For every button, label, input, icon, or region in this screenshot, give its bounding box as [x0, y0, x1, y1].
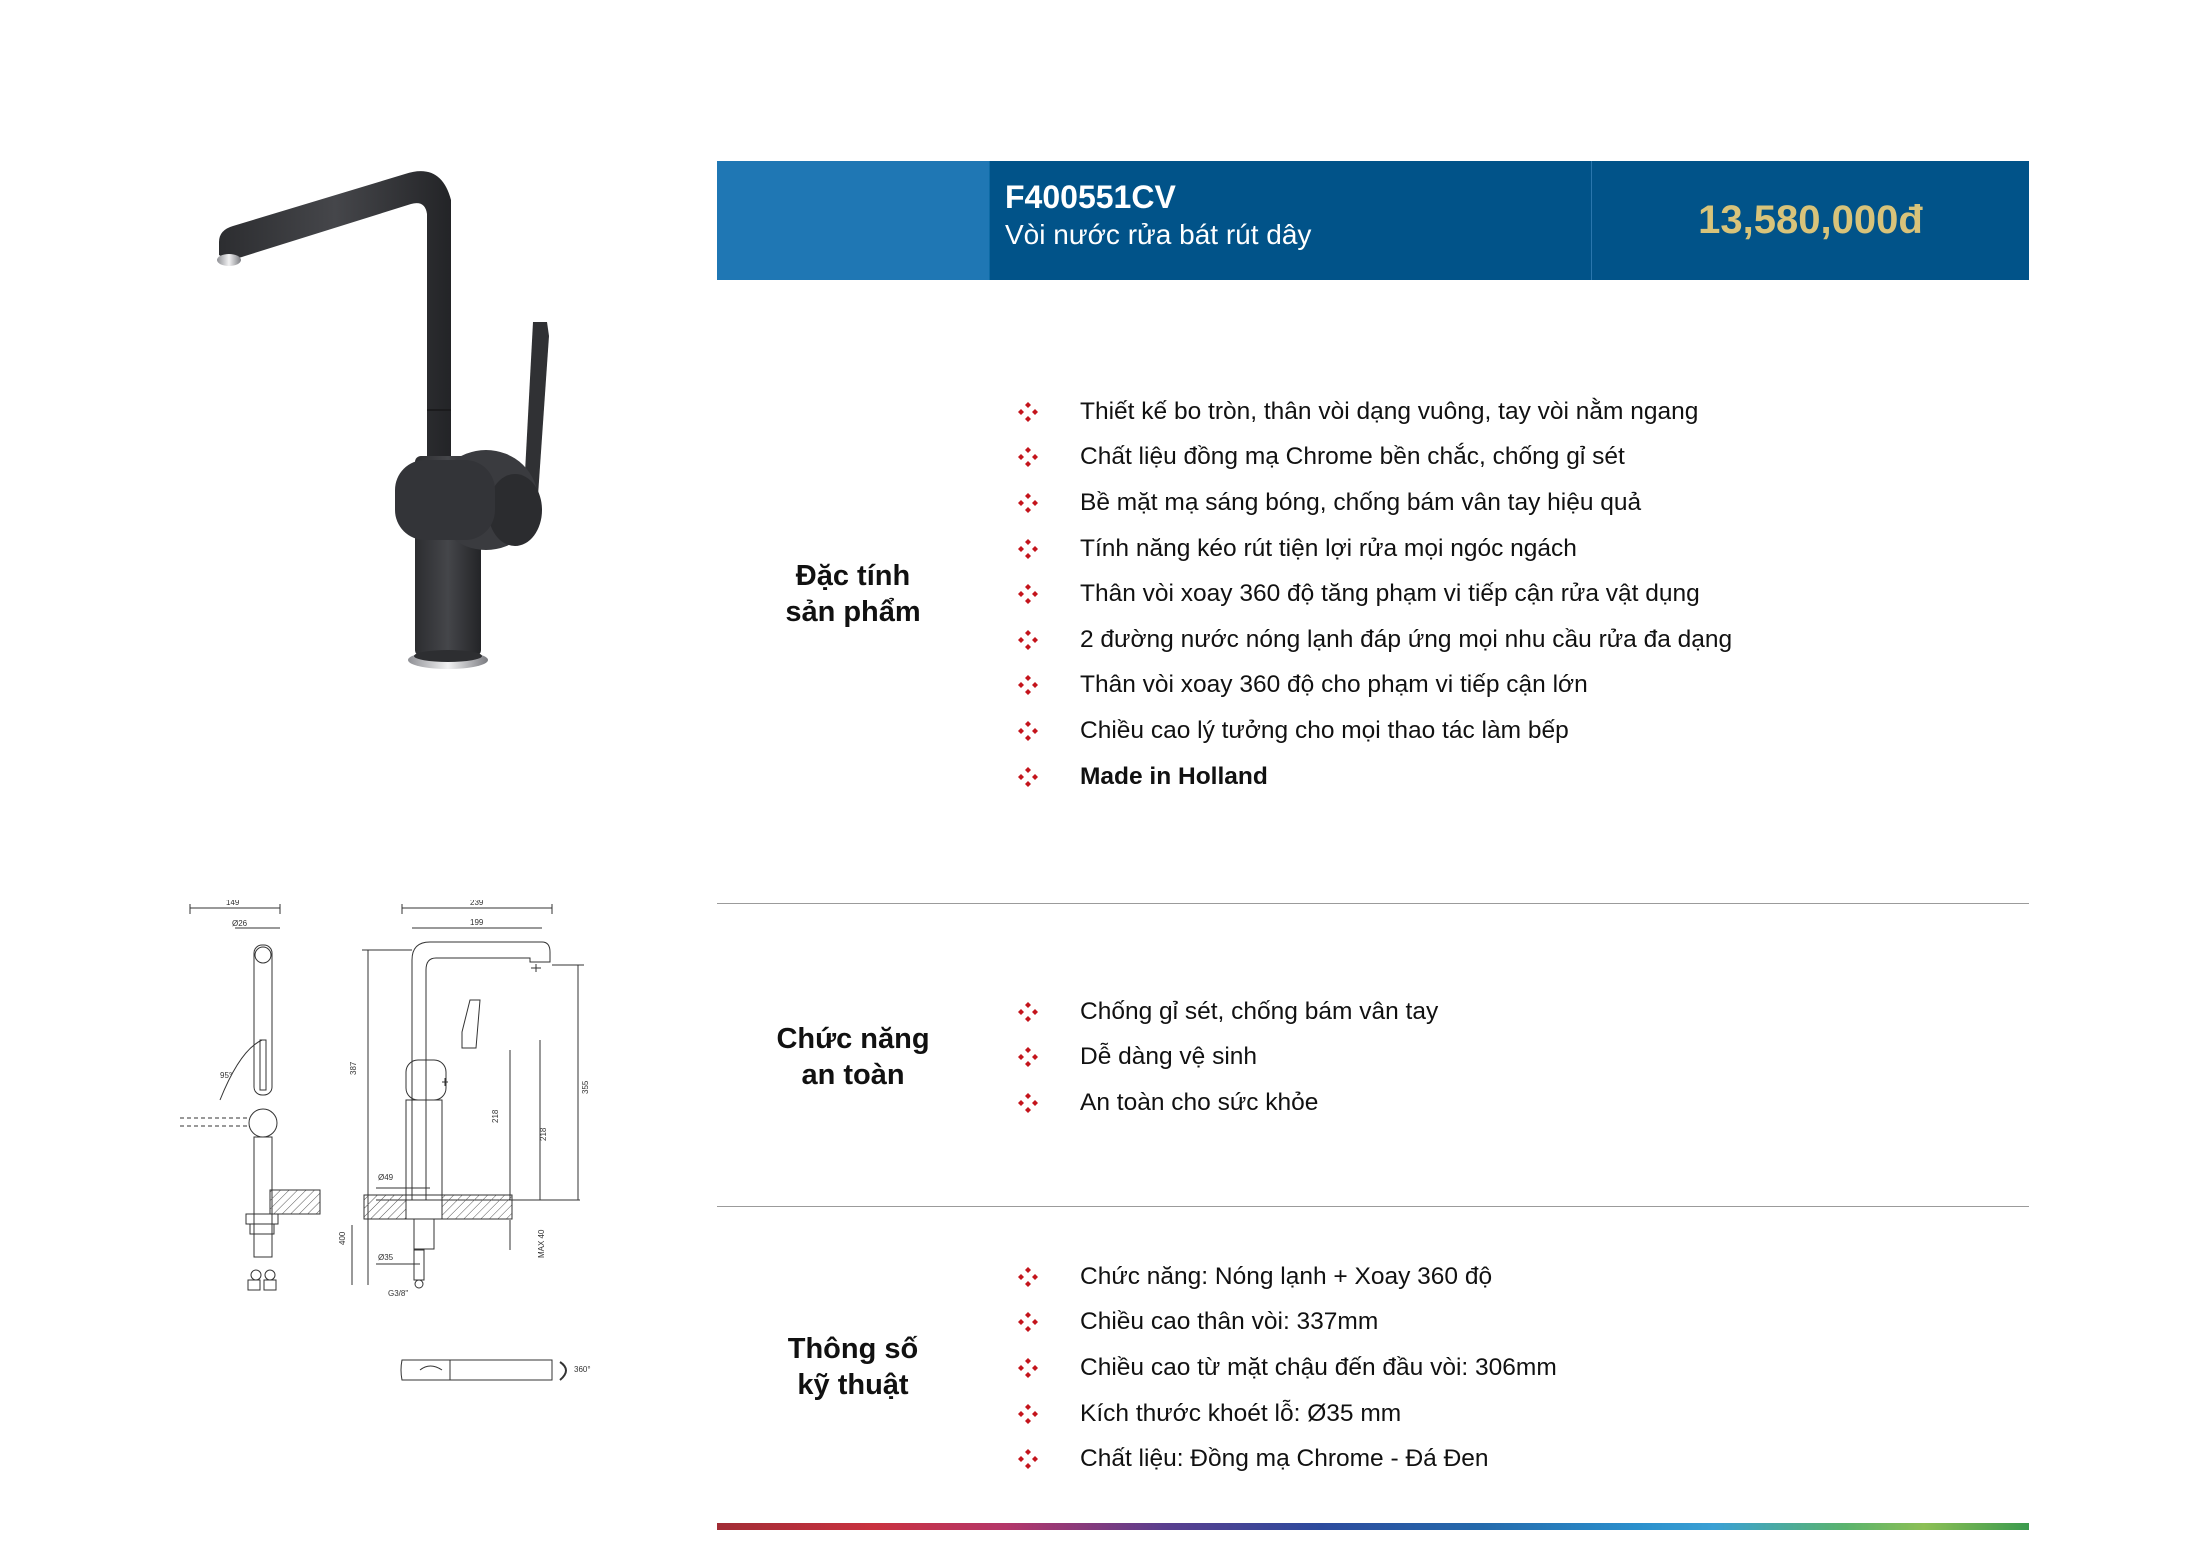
list-item: [1018, 526, 1998, 572]
diamond-bullet-icon: [1018, 1267, 1038, 1287]
list-item: [1018, 708, 1998, 754]
list-item: [1018, 1035, 1998, 1081]
technical-drawing: [180, 900, 600, 1400]
header-accent-block: [717, 161, 989, 280]
diamond-bullet-icon: [1018, 447, 1038, 467]
feature-text: Thiết kế bo tròn, thân vòi dạng vuông, tay vòi nằm ngang: [1080, 397, 1699, 425]
specs-label-line1: Thông số: [787, 1333, 919, 1365]
diamond-bullet-icon: [1018, 493, 1038, 513]
spec-text: Chức năng: Nóng lạnh + Xoay 360 độ: [1080, 1262, 1493, 1290]
list-item: [1018, 1391, 1998, 1437]
diamond-bullet-icon: [1018, 1312, 1038, 1332]
product-header: [717, 161, 2029, 280]
dim-218a: 218: [491, 1109, 500, 1123]
safety-text: An toàn cho sức khỏe: [1080, 1088, 1319, 1116]
features-list: [1018, 389, 1998, 799]
diamond-bullet-icon: [1018, 1449, 1038, 1469]
dim-d49: Ø49: [378, 1173, 394, 1182]
dim-387: 387: [349, 1061, 358, 1075]
specs-list: [1018, 1254, 1998, 1482]
product-code: F400551CV: [1005, 179, 1176, 215]
diamond-bullet-icon: [1018, 584, 1038, 604]
list-item: [1018, 480, 1998, 526]
list-item: [1018, 571, 1998, 617]
safety-label-line2: an toàn: [801, 1059, 905, 1091]
dim-360deg: 360°: [574, 1365, 591, 1374]
diamond-bullet-icon: [1018, 1404, 1038, 1424]
list-item: [1018, 1300, 1998, 1346]
feature-text: Thân vòi xoay 360 độ cho phạm vi tiếp cận lớn: [1080, 671, 1588, 699]
features-label: [731, 558, 975, 630]
dim-239: 239: [470, 900, 484, 907]
list-item: [1018, 989, 1998, 1035]
list-item: [1018, 1080, 1998, 1126]
diamond-bullet-icon: [1018, 1047, 1038, 1067]
diamond-bullet-icon: [1018, 539, 1038, 559]
list-item: [1018, 1254, 1998, 1300]
list-item: [1018, 435, 1998, 481]
list-item: [1018, 617, 1998, 663]
header-price-block: [1591, 161, 2029, 280]
feature-text: Chiều cao lý tưởng cho mọi thao tác làm bếp: [1080, 716, 1569, 744]
specs-label-line2: kỹ thuật: [797, 1369, 909, 1401]
diamond-bullet-icon: [1018, 402, 1038, 422]
diamond-bullet-icon: [1018, 630, 1038, 650]
list-item: [1018, 1345, 1998, 1391]
safety-label: [731, 1021, 975, 1093]
diamond-bullet-icon: [1018, 1358, 1038, 1378]
spec-text: Chất liệu: Đồng mạ Chrome - Đá Đen: [1080, 1445, 1489, 1473]
feature-text: Chất liệu đồng mạ Chrome bền chắc, chống gỉ sét: [1080, 443, 1625, 471]
safety-text: Chống gỉ sét, chống bám vân tay: [1080, 997, 1439, 1025]
dim-199: 199: [470, 918, 484, 927]
dim-d26: Ø26: [232, 919, 248, 928]
product-price: 13,580,000đ: [1698, 198, 1923, 242]
specs-label: [731, 1331, 975, 1403]
feature-text-origin: Made in Holland: [1080, 762, 1268, 790]
feature-text: Tính năng kéo rút tiện lợi rửa mọi ngóc ngách: [1080, 534, 1577, 562]
dim-max40: MAX 40: [537, 1229, 546, 1258]
diamond-bullet-icon: [1018, 675, 1038, 695]
list-item: [1018, 663, 1998, 709]
list-item: [1018, 389, 1998, 435]
dim-218b: 218: [539, 1127, 548, 1141]
diamond-bullet-icon: [1018, 1093, 1038, 1113]
diamond-bullet-icon: [1018, 721, 1038, 741]
features-label-line1: Đặc tính: [795, 560, 911, 592]
footer-gradient-line: [717, 1523, 2029, 1530]
divider: [717, 903, 2029, 904]
safety-text: Dễ dàng vệ sinh: [1080, 1043, 1258, 1071]
spec-text: Chiều cao thân vòi: 337mm: [1080, 1308, 1379, 1336]
dim-400: 400: [338, 1231, 347, 1245]
dim-d35: Ø35: [378, 1253, 394, 1262]
dim-g38: G3/8": [388, 1289, 409, 1298]
spec-text: Kích thước khoét lỗ: Ø35 mm: [1080, 1399, 1402, 1427]
diamond-bullet-icon: [1018, 767, 1038, 787]
header-title-block: [989, 161, 1591, 280]
list-item: [1018, 754, 1998, 800]
product-subtitle: Vòi nước rửa bát rút dây: [1005, 219, 1312, 250]
feature-text: Thân vòi xoay 360 độ tăng phạm vi tiếp cận rửa vật dụng: [1080, 580, 1700, 608]
list-item: [1018, 1436, 1998, 1482]
dim-149: 149: [226, 900, 240, 907]
dim-355: 355: [581, 1080, 590, 1094]
safety-list: [1018, 989, 1998, 1126]
spec-text: Chiều cao từ mặt chậu đến đầu vòi: 306mm: [1080, 1353, 1557, 1381]
divider: [717, 1206, 2029, 1207]
diamond-bullet-icon: [1018, 1002, 1038, 1022]
features-label-line2: sản phẩm: [785, 596, 921, 628]
feature-text: Bề mặt mạ sáng bóng, chống bám vân tay hiệu quả: [1080, 488, 1642, 516]
safety-label-line1: Chức năng: [776, 1023, 930, 1055]
product-image: [205, 160, 585, 685]
dim-95deg: 95°: [220, 1071, 233, 1080]
feature-text: 2 đường nước nóng lạnh đáp ứng mọi nhu cầu rửa đa dạng: [1080, 625, 1733, 653]
